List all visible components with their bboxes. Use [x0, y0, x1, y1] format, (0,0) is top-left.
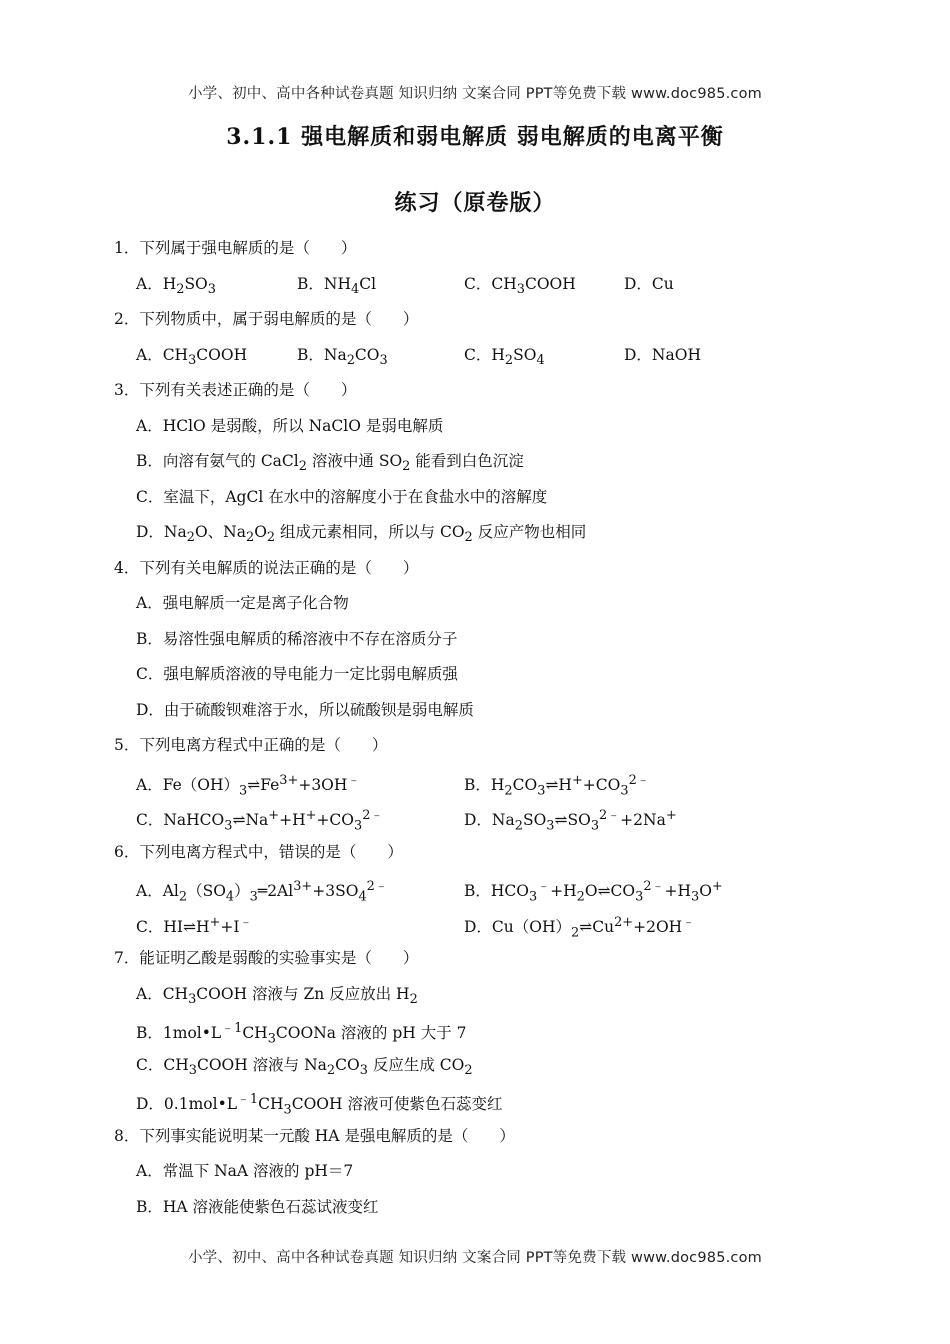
- option: D．$Cu(OH)_2\rightleftharpoons Cu^{2+}+2OH^﹣$: [464, 914, 696, 940]
- option: B．$NH_4Cl$: [297, 274, 377, 297]
- question-stem: 6．下列电离方程式中，错误的是（ ）: [114, 842, 403, 861]
- question-stem: 2．下列物质中，属于弱电解质的是（ ）: [114, 310, 419, 328]
- option: A．强电解质一定是离子化合物: [136, 594, 349, 612]
- option: B．$HCO_3^﹣+H_2O\rightleftharpoons CO_3^{2﹣}+H_3O^+$: [464, 879, 723, 905]
- question-stem: 4．下列有关电解质的说法正确的是（ ）: [114, 558, 419, 577]
- option: B．$H_2CO_3\rightleftharpoons H^++CO_3^{2﹣}$: [464, 772, 650, 798]
- option: A．$H_2SO_3$: [136, 274, 216, 297]
- option: C．$CH_3COOH$ 溶液与 $Na_2CO_3$ 反应生成 $CO_2$: [136, 1055, 473, 1078]
- option: A．$Fe(OH)_3\rightleftharpoons Fe^{3+}+3OH^﹣$: [136, 772, 361, 798]
- option: A．$CH_3COOH$: [136, 345, 248, 368]
- options-row: [114, 272, 894, 308]
- option: C．HI⇌H++I﹣: [136, 914, 253, 936]
- option: D．$Na_2O$、$Na_2O_2$ 组成元素相同，所以与 $CO_2$ 反应产物也相同: [136, 523, 587, 546]
- option: D．由于硫酸钡难溶于水，所以硫酸钡是弱电解质: [136, 700, 474, 719]
- question-stem: 3．下列有关表述正确的是（ ）: [114, 381, 357, 399]
- page-footer: 小学、初中、高中各种试卷真题 知识归纳 文案合同 PPT等免费下载 www.doc985.com: [187, 1250, 763, 1266]
- document-title: 3.1.1 强电解质和弱电解质 弱电解质的电离平衡: [226, 124, 724, 150]
- option: B．HA 溶液能使紫色石蕊试液变红: [136, 1197, 379, 1216]
- document-subtitle: 练习（原卷版）: [394, 190, 556, 216]
- option: B．易溶性强电解质的稀溶液中不存在溶质分子: [136, 629, 458, 648]
- options-row: [114, 875, 894, 911]
- options-row: [114, 911, 894, 947]
- option: D．$Na_2SO_3\rightleftharpoons SO_3^{2﹣}+2Na^+$: [464, 808, 677, 834]
- options-row: [114, 769, 894, 805]
- option: C．强电解质溶液的导电能力一定比弱电解质强: [136, 665, 458, 683]
- question-stem: 1．下列属于强电解质的是（ ）: [114, 239, 357, 257]
- option: C．$H_2SO_4$: [464, 345, 545, 368]
- options-row: [114, 804, 894, 840]
- option: A．$Al_2(SO_4)_3═2Al^{3+}+3SO_4^{2﹣}$: [136, 879, 388, 905]
- options-row: [114, 343, 894, 379]
- question-list: [114, 236, 894, 1230]
- option: B．$Na_2CO_3$: [297, 345, 388, 368]
- option: C．室温下，AgCl 在水中的溶解度小于在食盐水中的溶解度: [136, 487, 548, 506]
- option: D．$0.1mol•L^{﹣1}CH_3COOH$ 溶液可使紫色石蕊变红: [136, 1092, 503, 1118]
- option: A．常温下 NaA 溶液的 pH＝7: [136, 1162, 354, 1180]
- option: C．$CH_3COOH$: [464, 274, 576, 297]
- option: A．HClO 是弱酸，所以 NaClO 是弱电解质: [136, 416, 444, 435]
- option: A．$CH_3COOH$ 溶液与 Zn 反应放出 $H_2$: [136, 984, 418, 1007]
- question-stem: 5．下列电离方程式中正确的是（ ）: [114, 736, 388, 754]
- option: D．Cu: [624, 274, 674, 293]
- option: C．$NaHCO_3\rightleftharpoons Na^++H^++CO_3^{2﹣}$: [136, 808, 384, 834]
- option: B．向溶有氨气的 CaCl$_2$ 溶液中通 $SO_2$ 能看到白色沉淀: [136, 452, 524, 475]
- option: D．NaOH: [624, 345, 701, 364]
- question-stem: 8．下列事实能说明某一元酸 HA 是强电解质的是（ ）: [114, 1126, 515, 1145]
- page-header: 小学、初中、高中各种试卷真题 知识归纳 文案合同 PPT等免费下载 www.doc985.com: [187, 86, 763, 102]
- option: B．$1mol•L^{﹣1}CH_3COONa$ 溶液的 pH 大于 7: [136, 1021, 467, 1047]
- question-stem: 7．能证明乙酸是弱酸的实验事实是（ ）: [114, 949, 419, 967]
